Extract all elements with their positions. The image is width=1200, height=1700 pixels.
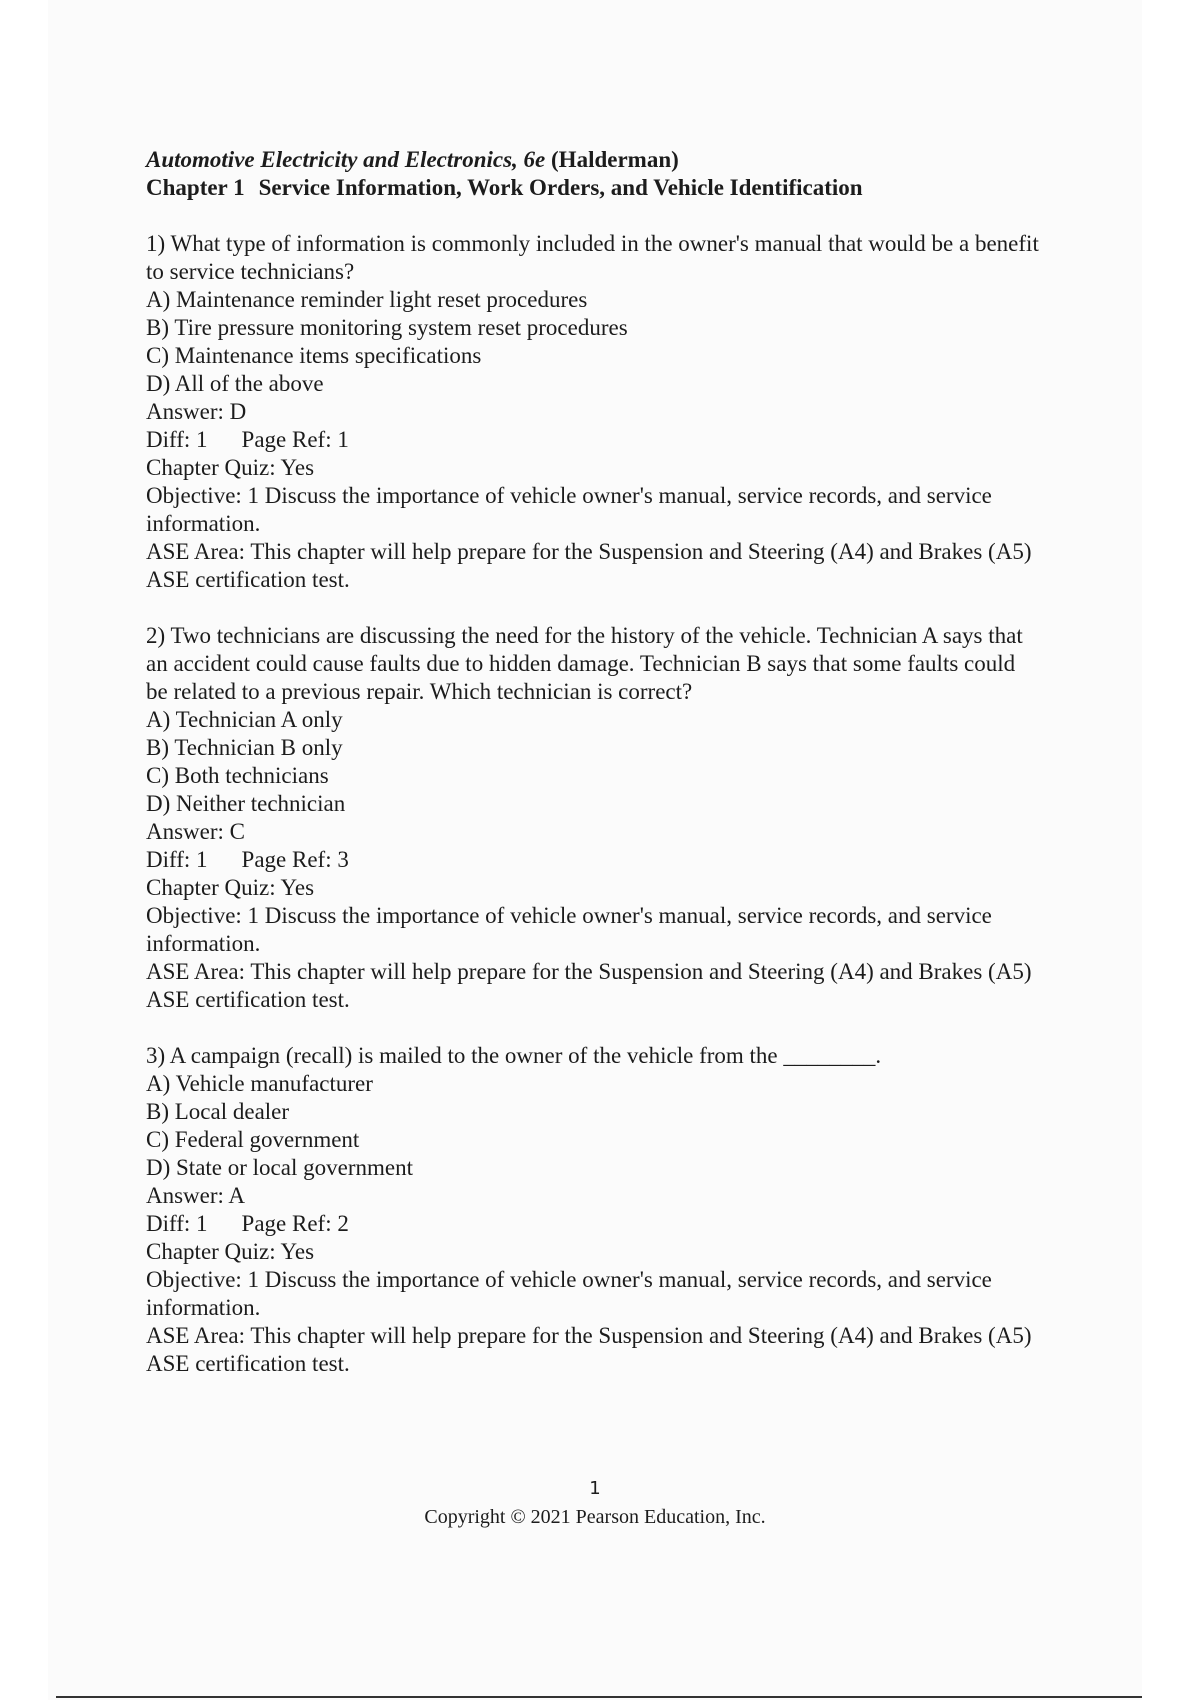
book-title-line bbox=[146, 146, 1096, 174]
question-stem: 3) A campaign (recall) is mailed to the owner of the vehicle from the ________. bbox=[146, 1043, 882, 1068]
answer-key: Answer: A bbox=[146, 1183, 246, 1208]
objective: information. bbox=[146, 1295, 261, 1320]
ase-area: ASE certification test. bbox=[146, 987, 350, 1012]
answer-option-d: D) State or local government bbox=[146, 1155, 413, 1180]
answer-option-a: A) Technician A only bbox=[146, 707, 343, 732]
difficulty: Diff: 1 bbox=[146, 427, 208, 452]
chapter-title: Service Information, Work Orders, and Vehicle Identification bbox=[258, 175, 863, 200]
ase-area: ASE certification test. bbox=[146, 567, 350, 592]
answer-option-b: B) Local dealer bbox=[146, 1099, 290, 1124]
chapter-title-line bbox=[146, 174, 1096, 202]
chapter-label: Chapter 1 bbox=[146, 175, 245, 200]
chapter-quiz: Chapter Quiz: Yes bbox=[146, 1239, 315, 1264]
difficulty-line bbox=[146, 1210, 1096, 1238]
difficulty: Diff: 1 bbox=[146, 847, 208, 872]
question-stem: be related to a previous repair. Which technician is correct? bbox=[146, 679, 693, 704]
book-title: Automotive Electricity and Electronics, 6e bbox=[146, 147, 546, 172]
answer-option-b: B) Tire pressure monitoring system reset procedures bbox=[146, 315, 628, 340]
answer-key: Answer: C bbox=[146, 819, 246, 844]
difficulty-line bbox=[146, 846, 1096, 874]
objective: Objective: 1 Discuss the importance of vehicle owner's manual, service records, and service bbox=[146, 483, 992, 508]
ase-area: ASE Area: This chapter will help prepare for the Suspension and Steering (A4) and Brakes (A5) bbox=[146, 539, 1032, 564]
objective: information. bbox=[146, 511, 261, 536]
question-3 bbox=[146, 1042, 1096, 1378]
copyright-notice: Copyright © 2021 Pearson Education, Inc. bbox=[424, 1506, 766, 1528]
answer-option-a: A) Maintenance reminder light reset procedures bbox=[146, 287, 588, 312]
ase-area: ASE Area: This chapter will help prepare for the Suspension and Steering (A4) and Brakes (A5) bbox=[146, 959, 1032, 984]
chapter-quiz: Chapter Quiz: Yes bbox=[146, 875, 315, 900]
answer-option-d: D) All of the above bbox=[146, 371, 324, 396]
chapter-quiz: Chapter Quiz: Yes bbox=[146, 455, 315, 480]
question-stem: 2) Two technicians are discussing the need for the history of the vehicle. Technician A says that bbox=[146, 623, 1023, 648]
question-1 bbox=[146, 230, 1096, 594]
answer-option-a: A) Vehicle manufacturer bbox=[146, 1071, 373, 1096]
question-2 bbox=[146, 622, 1096, 1014]
answer-key: Answer: D bbox=[146, 399, 247, 424]
question-stem: to service technicians? bbox=[146, 259, 355, 284]
question-stem: an accident could cause faults due to hidden damage. Technician B says that some faults could bbox=[146, 651, 1016, 676]
document-content bbox=[146, 146, 1096, 1406]
document-heading bbox=[146, 146, 1096, 202]
page-ref: Page Ref: 2 bbox=[241, 1211, 349, 1236]
answer-option-c: C) Maintenance items specifications bbox=[146, 343, 482, 368]
difficulty-line bbox=[146, 426, 1096, 454]
page-number: 1 bbox=[589, 1478, 601, 1499]
answer-option-d: D) Neither technician bbox=[146, 791, 346, 816]
difficulty: Diff: 1 bbox=[146, 1211, 208, 1236]
answer-option-c: C) Federal government bbox=[146, 1127, 360, 1152]
author-name: (Halderman) bbox=[551, 147, 679, 172]
ase-area: ASE Area: This chapter will help prepare for the Suspension and Steering (A4) and Brakes (A5) bbox=[146, 1323, 1032, 1348]
bottom-divider bbox=[56, 1696, 1142, 1698]
answer-option-b: B) Technician B only bbox=[146, 735, 343, 760]
answer-option-c: C) Both technicians bbox=[146, 763, 329, 788]
objective: Objective: 1 Discuss the importance of vehicle owner's manual, service records, and service bbox=[146, 903, 992, 928]
ase-area: ASE certification test. bbox=[146, 1351, 350, 1376]
objective: Objective: 1 Discuss the importance of vehicle owner's manual, service records, and service bbox=[146, 1267, 992, 1292]
objective: information. bbox=[146, 931, 261, 956]
page-ref: Page Ref: 3 bbox=[241, 847, 349, 872]
page-ref: Page Ref: 1 bbox=[241, 427, 349, 452]
question-stem: 1) What type of information is commonly included in the owner's manual that would be a benefit bbox=[146, 231, 1039, 256]
